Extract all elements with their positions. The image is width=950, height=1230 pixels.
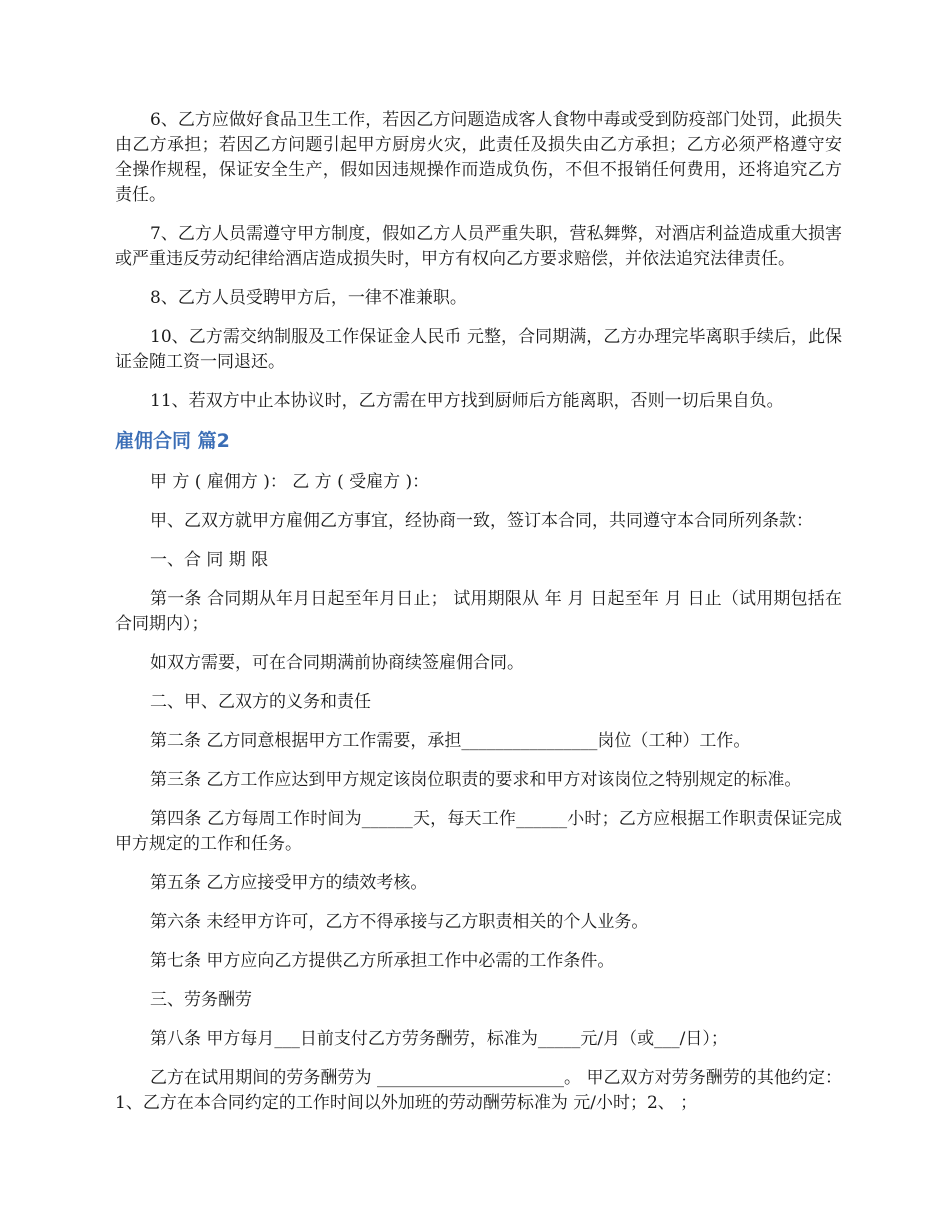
document-page (115, 108, 842, 1130)
chapter-title-duties: 二、甲、乙双方的义务和责任 (150, 692, 371, 712)
clause-11: 11、若双方中止本协议时，乙方需在甲方找到厨师后方能离职，否则一切后果自负。 (150, 391, 784, 411)
chapter-title-term: 一、合 同 期 限 (150, 550, 269, 570)
chapter-title-remuneration: 三、劳务酬劳 (150, 990, 252, 1010)
article-1: 第一条 合同期从年月日起至年月日止； 试用期限从 年 月 日起至年 月 日止（试用期包括在合同期内）； (115, 589, 842, 634)
article-5: 第五条 乙方应接受甲方的绩效考核。 (150, 873, 428, 893)
probation-remuneration: 乙方在试用期间的劳务酬劳为 ______________________。 甲乙双方对劳务酬劳的其他约定： 1、乙方在本合同约定的工作时间以外加班的劳动酬劳标准为 元/小时；2、 ； (115, 1068, 842, 1113)
clause-8: 8、乙方人员受聘甲方后，一律不准兼职。 (150, 288, 467, 308)
clause-10: 10、乙方需交纳制服及工作保证金人民币 元整，合同期满，乙方办理完毕离职手续后，此保证金随工资一同退还。 (115, 327, 842, 372)
clause-6: 6、乙方应做好食品卫生工作，若因乙方问题造成客人食物中毒或受到防疫部门处罚，此损失由乙方承担；若因乙方问题引起甲方厨房火灾，此责任及损失由乙方承担；乙方必须严格遵守安全操作规程，保证安全生产，假如因违规操作而造成负伤，不但不报销任何费用，还将追究乙方责任。 (115, 110, 842, 205)
parties-line: 甲 方 ( 雇佣方 )： 乙 方 ( 受雇方 )： (150, 472, 430, 492)
renewal-note: 如双方需要，可在合同期满前协商续签雇佣合同。 (150, 653, 524, 673)
article-7: 第七条 甲方应向乙方提供乙方所承担工作中必需的工作条件。 (150, 951, 615, 971)
article-8: 第八条 甲方每月___日前支付乙方劳务酬劳，标准为_____元/月（或___/日）； (150, 1029, 728, 1049)
article-4: 第四条 乙方每周工作时间为______天，每天工作______小时；乙方应根据工作职责保证完成甲方规定的工作和任务。 (115, 809, 842, 854)
section-heading: 雇佣合同 篇2 (115, 430, 230, 452)
article-2: 第二条 乙方同意根据甲方工作需要，承担________________岗位（工种）工作。 (150, 731, 751, 751)
intro-paragraph: 甲、乙双方就甲方雇佣乙方事宜，经协商一致，签订本合同，共同遵守本合同所列条款： (150, 511, 813, 531)
clause-7: 7、乙方人员需遵守甲方制度，假如乙方人员严重失职，营私舞弊，对酒店利益造成重大损害或严重违反劳动纪律给酒店造成损失时，甲方有权向乙方要求赔偿，并依法追究法律责任。 (115, 224, 842, 269)
article-3: 第三条 乙方工作应达到甲方规定该岗位职责的要求和甲方对该岗位之特别规定的标准。 (150, 770, 802, 790)
article-6: 第六条 未经甲方许可，乙方不得承接与乙方职责相关的个人业务。 (150, 912, 649, 932)
